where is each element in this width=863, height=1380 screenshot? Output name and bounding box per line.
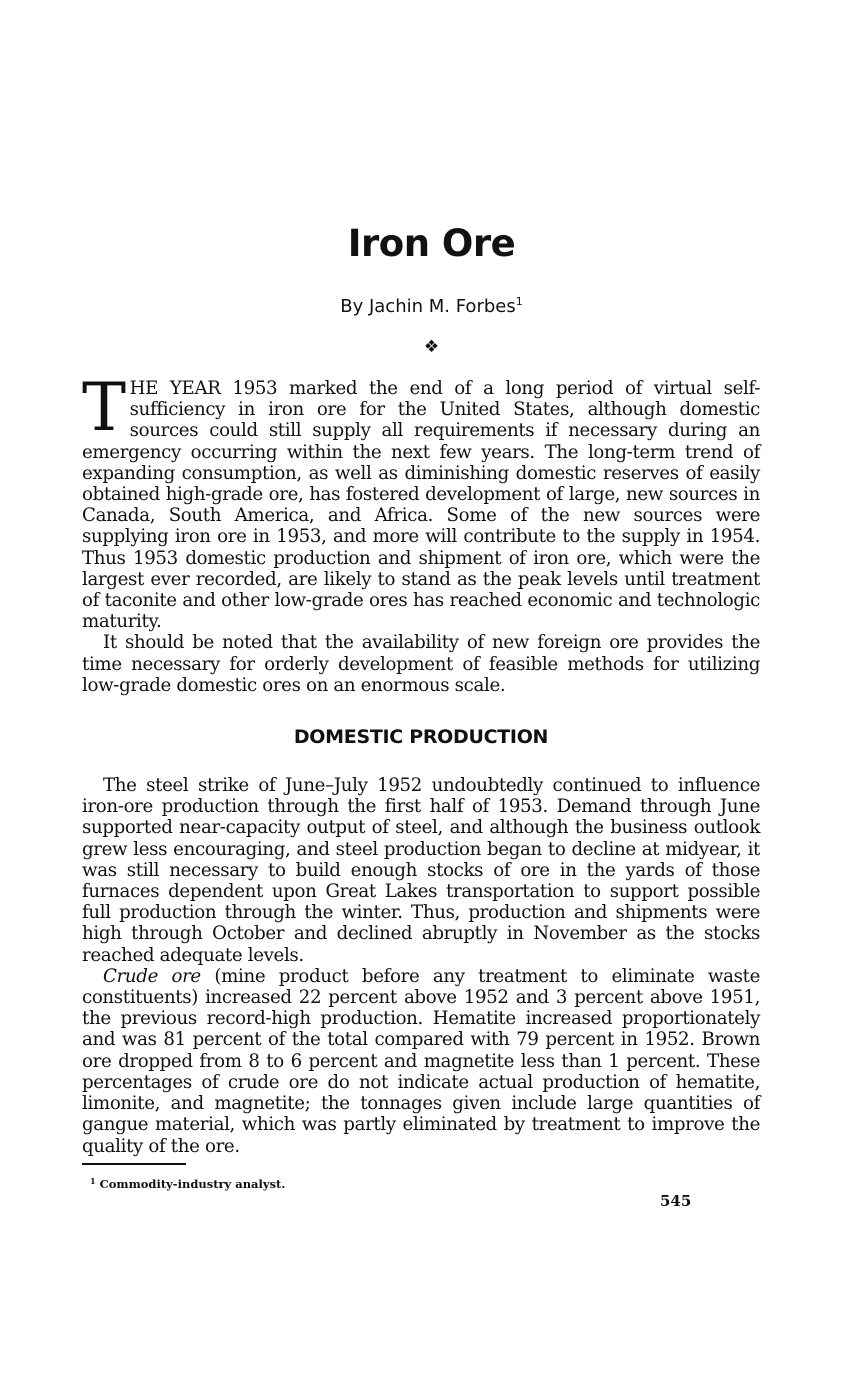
footnote-text: Commodity-industry analyst. <box>99 1177 286 1191</box>
author-name: By Jachin M. Forbes <box>340 296 516 317</box>
section-paragraph-1: The steel strike of June–July 1952 undoubtedly continued to influence iron-ore production through the first half of 1953. Demand through June supported near-capacity output of steel, and although the business outlook grew less encouraging, and steel production began to decline at midyear, it was still necessary to build enough stocks of ore in the yards of those furnaces dependent upon Great Lakes transportation to support possible full production through the winter. Thus, production and shipments were high through October and declined abruptly in November as the stocks reached adequate levels. <box>82 775 760 966</box>
footnote-marker: 1 <box>90 1176 96 1186</box>
section-paragraph-2 <box>82 966 760 1157</box>
intro-paragraph-1 <box>82 369 760 633</box>
page-number: 545 <box>660 1192 692 1210</box>
footnote <box>90 1172 285 1193</box>
ornament-icon: ❖ <box>423 337 440 357</box>
footnote-reference: 1 <box>515 295 523 308</box>
section-heading: DOMESTIC PRODUCTION <box>293 726 549 749</box>
author-byline <box>0 288 863 321</box>
article-body <box>82 369 760 1157</box>
intro-paragraph-1-text: HE YEAR 1953 marked the end of a long period of virtual self-sufficiency in iron ore for the United States, although domestic sources could still supply all requirements if necessary during an emergency occurring within the next few years. The long-term trend of expanding consumption, as well as diminishing domestic reserves of easily obtained high-grade ore, has fostered development of large, new sources in Canada, South America, and Africa. Some of the new sources were supplying iron ore in 1953, and more will contribute to the supply in 1954. Thus 1953 domestic production and shipment of iron ore, which were the largest ever recorded, are likely to stand as the peak levels until treatment of taconite and other low-grade ores has reached economic and technologic maturity. <box>82 378 760 633</box>
footnote-divider <box>82 1163 186 1165</box>
section-paragraph-2-text: (mine product before any treatment to eliminate waste constituents) increased 22 percent above 1952 and 3 percent above 1951, the previous record-high production. Hematite increased proportionately and was 81 percent of the total compared with 79 percent in 1952. Brown ore dropped from 8 to 6 percent and magnetite less than 1 percent. These percentages of crude ore do not indicate actual production of hematite, limonite, and magnetite; the tonnages given include large quantities of gangue material, which was partly eliminated by treatment to improve the quality of the ore. <box>82 965 760 1157</box>
intro-paragraph-2: It should be noted that the availability of new foreign ore provides the time necessary for orderly development of feasible methods for utilizing low-grade domestic ores on an enormous scale. <box>82 632 760 696</box>
article-title: Iron Ore <box>347 222 516 265</box>
drop-cap: T <box>82 369 126 446</box>
crude-ore-term: Crude ore <box>103 965 201 987</box>
